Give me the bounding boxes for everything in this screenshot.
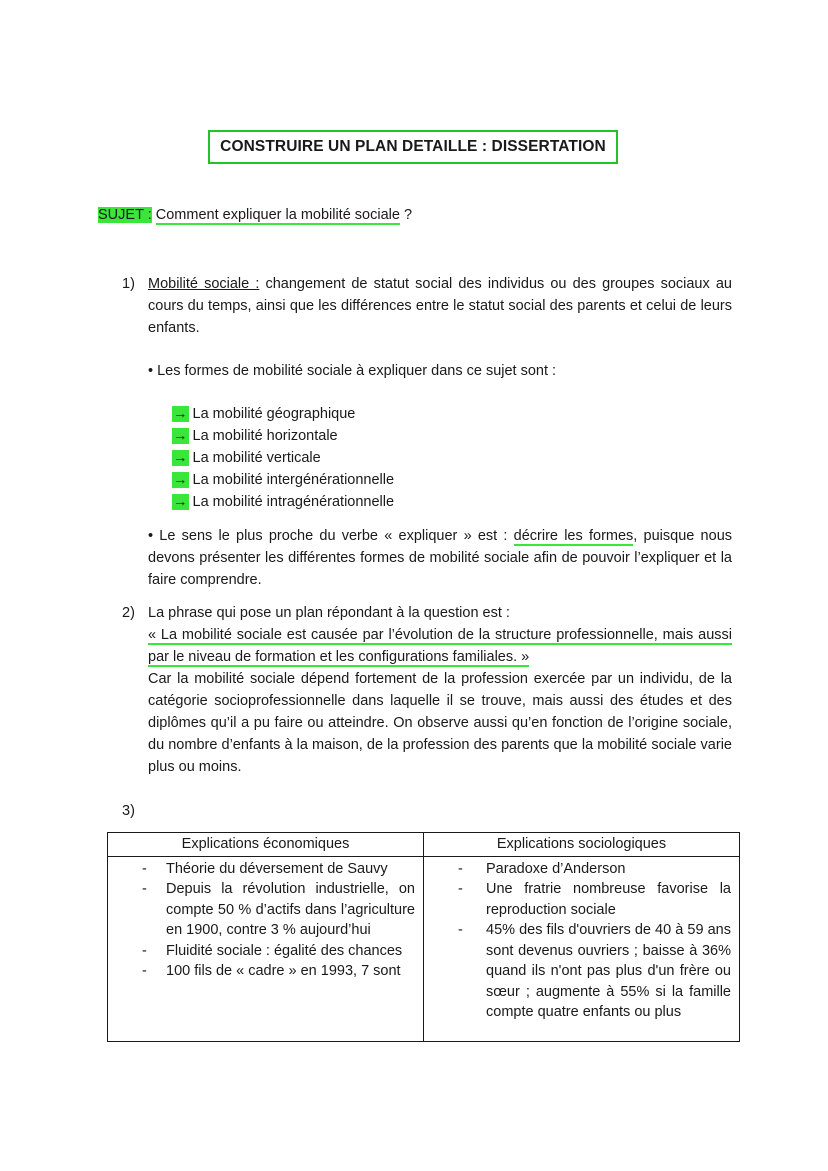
section-1: [122, 273, 732, 339]
list-item: - Depuis la révolution industrielle, on compte 50 % d’actifs dans l’agriculture en 1900, contre 3 % aujourd’hui: [116, 879, 415, 941]
forms-list: [172, 403, 394, 513]
page-title: CONSTRUIRE UN PLAN DETAILLE : DISSERTATION: [208, 130, 618, 164]
list-item: → La mobilité intragénérationnelle: [173, 494, 395, 510]
list-item: → La mobilité géographique: [173, 406, 356, 422]
forms-intro: • Les formes de mobilité sociale à expliquer dans ce sujet sont :: [148, 363, 557, 379]
arrow-icon: →: [173, 450, 188, 466]
meaning-paragraph: • Le sens le plus proche du verbe « expliquer » est : décrire les formes, puisque nous devons présenter les différentes formes de mobilité sociale afin de pouvoir l’expliquer et la faire comprendre.: [148, 528, 733, 588]
section-1-definition-paragraph: [148, 273, 732, 339]
list-item: → La mobilité verticale: [173, 450, 321, 466]
section-1-definition: changement de statut social des individus ou des groupes sociaux au cours du temps, ainsi que les différences entre le statut social des parents et celui de leurs enfants.: [148, 276, 732, 336]
section-2-explanation: Car la mobilité sociale dépend fortement de la profession exercée par un individu, de la catégorie socioprofessionnelle dans laquelle il se trouve, mais aussi des études et des diplômes qu’il a pu faire ou atteindre. On observe aussi qu’en fonction de l’origine sociale, du nombre d’enfants à la maison, de la profession des parents que la mobilité sociale varie plus ou moins.: [148, 671, 732, 775]
section-2-intro: La phrase qui pose un plan répondant à la question est :: [148, 605, 510, 621]
list-item: - Fluidité sociale : égalité des chances: [116, 941, 415, 962]
section-2: [122, 602, 732, 778]
arrow-icon: →: [173, 494, 188, 510]
arrow-icon: →: [173, 472, 188, 488]
sociological-cell: [424, 856, 740, 1041]
subject-label: SUJET :: [98, 207, 152, 223]
list-item: - 100 fils de « cadre » en 1993, 7 sont: [116, 961, 415, 982]
header-economic: Explications économiques: [108, 833, 424, 857]
section-2-quote: « La mobilité sociale est causée par l’évolution de la structure professionnelle, mais aussi par le niveau de formation et les configurations familiales. »: [148, 627, 732, 665]
list-item: → La mobilité horizontale: [173, 428, 338, 444]
section-1-term: Mobilité sociale :: [148, 276, 260, 292]
section-3-number: 3): [122, 803, 135, 819]
list-item: - Théorie du déversement de Sauvy: [116, 859, 415, 880]
section-2-number: 2): [122, 605, 135, 621]
economic-cell: [108, 856, 424, 1041]
explanations-table: [107, 832, 740, 1042]
subject-qmark: ?: [399, 207, 413, 223]
list-item: - 45% des fils d'ouvriers de 40 à 59 ans sont devenus ouvriers ; baisse à 36% quand ils n'ont pas plus d'un frère ou sœur ; augmente à 55% si la famille compte quatre enfants ou plus: [432, 920, 731, 1023]
section-2-quote-block: [148, 624, 732, 668]
arrow-icon: →: [173, 428, 188, 444]
table-row: [108, 856, 740, 1041]
subject-line: [98, 207, 412, 223]
section-1-number: 1): [122, 276, 135, 292]
sociological-list: [432, 859, 731, 1023]
economic-list: [116, 859, 415, 982]
list-item: - Paradoxe d’Anderson: [432, 859, 731, 880]
header-sociological: Explications sociologiques: [424, 833, 740, 857]
list-item: → La mobilité intergénérationnelle: [173, 472, 395, 488]
table-header-row: [108, 833, 740, 857]
subject-question: Comment expliquer la mobilité sociale: [155, 207, 400, 223]
arrow-icon: →: [173, 406, 188, 422]
meaning-highlight: décrire les formes: [513, 528, 634, 544]
list-item: - Une fratrie nombreuse favorise la reproduction sociale: [432, 879, 731, 920]
